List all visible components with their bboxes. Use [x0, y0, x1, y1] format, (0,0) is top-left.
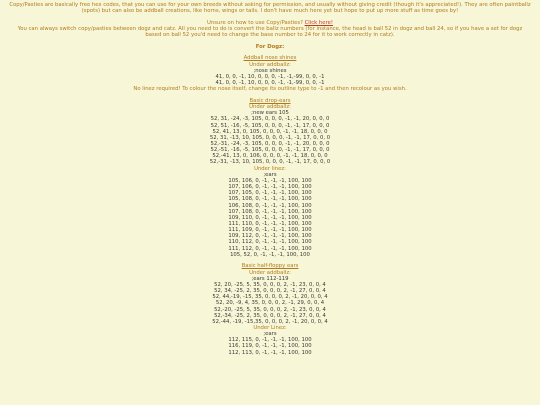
- code-line: 105, 108, 0, -1, -1, -1, 100, 100: [228, 196, 312, 203]
- code-line: 52, 44,-19, -15, 35, 0, 0, 0, 2, -1, 20, 0, 0, 4: [212, 294, 328, 301]
- code-line: 110, 112, 0, -1, -1, -1, 100, 100: [228, 239, 312, 246]
- unsure-text: Unsure on how to use Copy/Pasties?: [207, 19, 303, 26]
- code-line: 52,-51, -16, -5, 105, 0, 0, 0, -1, -1, 17, 0, 0, 0: [210, 147, 330, 154]
- code-line: 52, 51, -16, -5, 105, 0, 0, 0, -1, -1, 17, 0, 0, 0: [210, 122, 330, 129]
- for-dogz-heading: For Dogz:: [255, 43, 285, 50]
- code-line: ;ears 112-119: [251, 275, 289, 282]
- code-block: [0, 110, 540, 165]
- section-nose-shines: [0, 55, 540, 92]
- code-line: 105, 106, 0, -1, -1, -1, 100, 100: [228, 177, 312, 184]
- code-line: 52, 31, -13, 10, 105, 0, 0, 0, -1, -1, 17, 0, 0, 0: [209, 134, 331, 141]
- code-block: [0, 276, 540, 325]
- block-label: Under addballz:: [249, 104, 291, 111]
- code-line: 107, 106, 0, -1, -1, -1, 100, 100: [228, 184, 312, 191]
- code-line: 52,-31, -24, -3, 105, 0, 0, 0, -1, -1, 20, 0, 0, 0: [210, 140, 330, 147]
- block-label: Under addballz:: [249, 269, 291, 276]
- code-line: 105, 52, 0, -1, -1, -1, 100, 100: [230, 251, 310, 258]
- code-line: 52, 41, 13, 0, 105, 0, 0, 0, -1, -1, 18, 0, 0, 0: [212, 128, 328, 135]
- code-line: 52,-31, -13, 10, 105, 0, 0, 0, -1, -1, 17, 0, 0, 0: [209, 159, 331, 166]
- code-line: 112, 113, 0, -1, -1, -1, 100, 100: [228, 349, 312, 356]
- section-title: Basic drop-ears: [249, 97, 291, 104]
- code-line: 52, 20, -25, 5, 35, 0, 0, 0, 2, -1, 23, 0, 0, 4: [214, 281, 326, 288]
- code-line: ;nose shines: [253, 67, 287, 74]
- code-line: 52,-41, 13, 0, 106, 0, 0, 0, -1, -1, 18, 0, 0, 0: [212, 153, 328, 160]
- click-here-link[interactable]: Click here!: [304, 19, 333, 26]
- block-label: Under linez:: [254, 165, 286, 172]
- code-line: 52, 20, -9, 4, 35, 0, 0, 0, 2, -1, 29, 0, 0, 4: [215, 300, 325, 307]
- code-line: 109, 110, 0, -1, -1, -1, 100, 100: [228, 214, 312, 221]
- section-drop-ears: [0, 98, 540, 258]
- code-line: 112, 115, 0, -1, -1, -1, 100, 100: [228, 337, 312, 344]
- section-title: Basic half-floppy ears: [241, 263, 299, 270]
- section-note: No linez required! To colour the nose itself, change its outline type to -1 and then recolour as you wish.: [133, 86, 407, 93]
- code-line: 111, 112, 0, -1, -1, -1, 100, 100: [228, 245, 312, 252]
- code-line: ;new ears 105: [251, 110, 289, 117]
- code-line: 41, 0, 0, -1, 10, 0, 0, 0, -1, -1,-99, 0, 0, -1: [215, 80, 325, 87]
- block-label: Under Linez:: [253, 325, 287, 331]
- code-line: 116, 119, 0, -1, -1, -1, 100, 100: [228, 343, 312, 350]
- code-block: [0, 68, 540, 86]
- switch-text: You can always switch copy/pasties between dogz and catz. All you need to do is convert the ballz numbers (for instance, the head is ball 52 in dogz and ball 24, so if you have a set for dogz based on ball 52 you'd need to change the base number to 24 for it to work correctly in catz).: [17, 25, 523, 39]
- section-title: Addball nose shines: [243, 55, 297, 62]
- code-line: 52, 34, -25, 2, 35, 0, 0, 0, 2, -1, 27, 0, 0, 4: [214, 288, 326, 295]
- block-label: Under addballz:: [249, 61, 291, 68]
- code-line: 41, 0, 0, -1, 10, 0, 0, 0, -1, -1,-99, 0, 0, -1: [215, 73, 325, 80]
- code-line: 107, 108, 0, -1, -1, -1, 100, 100: [228, 208, 312, 215]
- section-half-floppy-ears: [0, 263, 540, 355]
- code-line: ;ears: [263, 171, 277, 178]
- code-line: 52,-34, -25, 2, 35, 0, 0, 0, 2, -1, 27, 0, 0, 4: [214, 312, 326, 319]
- code-line: 52,-44, -19, -15,35, 0, 0, 0, 2, -1, 20, 0, 0, 4: [212, 318, 328, 325]
- intro-text: Copy/Pasties are basically free hex codes, that you can use for your own breeds without asking for permission, and usually without giving credit (though it's appreciated!). They are often paintballz (spots) but can also be addball creations, like horns, wings or tails. I don't have much here yet but hope to put up more stuff as time goes by!: [9, 2, 531, 15]
- code-line: 107, 105, 0, -1, -1, -1, 100, 100: [228, 190, 312, 197]
- code-line: 111, 110, 0, -1, -1, -1, 100, 100: [228, 221, 312, 227]
- code-line: 111, 109, 0, -1, -1, -1, 100, 100: [228, 227, 312, 234]
- code-line: ;ears: [263, 331, 277, 338]
- code-line: 109, 112, 0, -1, -1, -1, 100, 100: [228, 233, 312, 240]
- code-line: 52,-20, -25, 5, 35, 0, 0, 0, 2, -1, 23, 0, 0, 4: [214, 306, 326, 313]
- code-block: [0, 331, 540, 356]
- code-line: 52, 31, -24, -3, 105, 0, 0, 0, -1, -1, 20, 0, 0, 0: [210, 116, 330, 123]
- code-block: [0, 172, 540, 258]
- code-line: 106, 108, 0, -1, -1, -1, 100, 100: [228, 202, 312, 209]
